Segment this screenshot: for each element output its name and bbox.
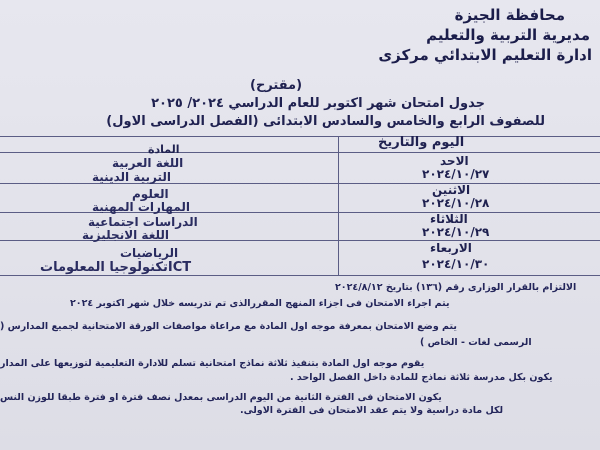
row-2-day: الاثنين <box>432 183 471 197</box>
note-exam-preparation: يتم وضع الامتحان بمعرفة موجه اول المادة مع مراعاة مواصفات الورقة الامتحانية لجميع المدارس ( <box>0 321 457 332</box>
table-bottom-border <box>0 275 600 276</box>
row-4-date: ٢٠٢٤/١٠/٣٠ <box>422 257 490 271</box>
row-2-subject-2: المهارات المهنية <box>92 200 191 214</box>
row-4-subject-2: ICTتكنولوجيا المعلومات <box>40 260 192 275</box>
proposal-label: (مقترح) <box>250 78 303 93</box>
table-header-border <box>0 152 600 153</box>
note-three-exam-models: يقوم موجه اول المادة بتنفيذ ثلاثة نماذج امتحانية تسلم للادارة التعليمية لتوزيعها على المدار <box>0 358 425 369</box>
row-1-day: الاحد <box>440 154 469 168</box>
note-school-types: الرسمى لغات - الخاص ) <box>420 337 532 348</box>
note-no-first-period: لكل مادة دراسية ولا يتم عقد الامتحان فى الفترة الاولى. <box>240 405 504 416</box>
row-1-subject-1: اللغة العربية <box>112 156 184 170</box>
column-header-subject: المادة <box>148 143 180 156</box>
row-3-date: ٢٠٢٤/١٠/٢٩ <box>422 225 490 239</box>
directorate-name: مديرية التربية والتعليم <box>426 26 590 44</box>
note-models-per-class: يكون بكل مدرسة ثلاثة نماذج للمادة داخل الفصل الواحد . <box>290 372 553 383</box>
row-divider-1 <box>0 183 600 184</box>
column-header-day-date: اليوم والتاريخ <box>378 135 465 150</box>
row-1-date: ٢٠٢٤/١٠/٢٧ <box>422 167 490 181</box>
note-curriculum-scope: يتم اجراء الامتحان فى اجزاء المنهج المقررالذى تم تدريسه خلال شهر اكتوبر ٢٠٢٤ <box>70 298 450 309</box>
row-2-date: ٢٠٢٤/١٠/٢٨ <box>422 196 490 210</box>
row-3-subject-2: اللغة الانجليزية <box>82 228 169 242</box>
row-2-subject-1: العلوم <box>132 187 169 201</box>
note-ministerial-decree: الالتزام بالقرار الوزارى رقم (١٣٦) بتاريخ ٢٠٢٤/٨/١٢ <box>335 282 577 293</box>
row-3-subject-1: الدراسات اجتماعية <box>88 215 198 229</box>
row-3-day: الثلاثاء <box>430 212 468 226</box>
note-exam-timing: يكون الامتحان فى الفترة الثانية من اليوم الدراسى بمعدل نصف فترة او فترة طبقا للوزن النس <box>0 392 442 403</box>
row-4-subject-1: الرياضيات <box>120 246 179 260</box>
grades-subtitle: للصفوف الرابع والخامس والسادس الابتدائى (الفصل الدراسى الاول) <box>106 114 545 129</box>
table-column-divider <box>338 136 339 275</box>
table-top-border <box>0 136 600 137</box>
administration-name: ادارة التعليم الابتدائي مركزى <box>378 46 592 64</box>
row-4-day: الاربعاء <box>430 241 472 255</box>
governorate-name: محافظة الجيزة <box>454 6 565 24</box>
row-1-subject-2: التربية الدينية <box>92 170 171 184</box>
row-divider-2 <box>0 212 600 213</box>
exam-schedule-title: جدول امتحان شهر اكتوبر للعام الدراسي ٢٠٢٤/ ٢٠٢٥ <box>151 96 485 111</box>
